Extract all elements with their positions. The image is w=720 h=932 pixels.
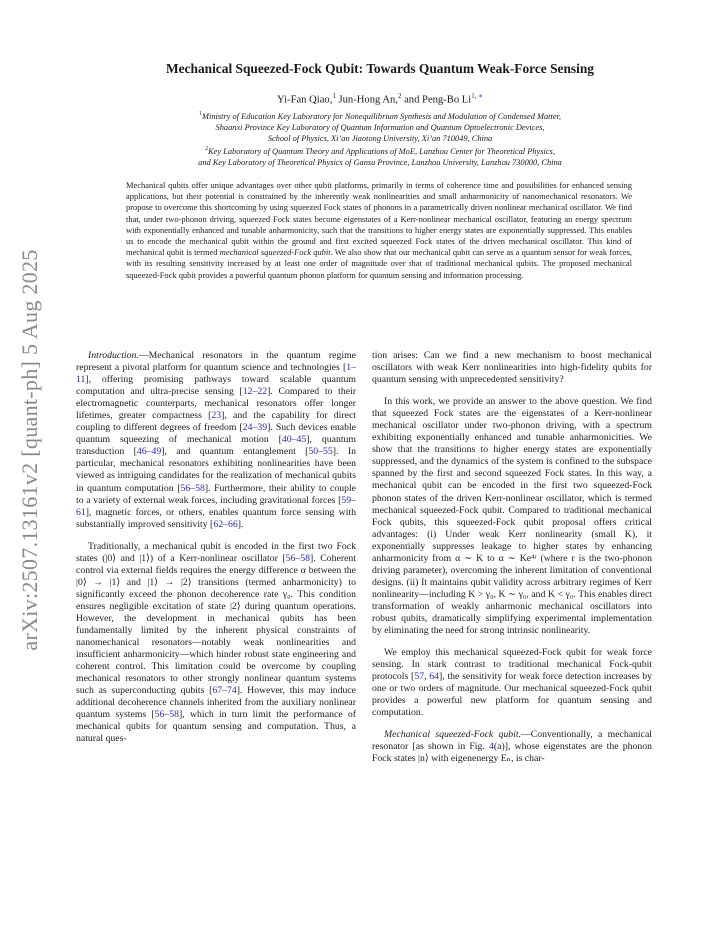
citation-link[interactable]: 12–22 (242, 386, 268, 398)
citation-link[interactable]: 62–66 (213, 518, 238, 530)
paragraph: Traditionally, a mechanical qubit is encoded in the first two Fock states (|0⟩ and |1⟩) of a Kerr-nonlinear oscillator [56–58]. Coherent control via external fields requires the energy difference α between the |0⟩ → |1⟩ and |1⟩ → |2⟩ transitions (termed anharmonicity) to significantly exceed the phonon decoherence rate γ₀. This condition ensures negligible excitation of state |2⟩ during quantum operations. However, the development in mechanical qubits has been fundamentally limited by the inherent physical constraints of nanomechanical resonators—notably weak nonlinearities and insufficient anharmonicity—which hinder robust state engineering and coherent control. This limitation could be overcome by coupling mechanical resonators to other strongly nonlinear quantum systems such as superconducting qubits [67–74]. However, this may induce additional decoherence channels inherited from the auxiliary nonlinear quantum systems [56–58], which in turn limit the performance of mechanical qubits for quantum sensing and computation. Thus, a natural ques- (76, 540, 357, 745)
citation-link[interactable]: 56–58 (180, 482, 205, 494)
author-2: Jun-Hong An, (335, 94, 398, 106)
figure-link[interactable]: 4 (489, 741, 494, 753)
paragraph: tion arises: Can we find a new mechanism to boost mechanical oscillators with weak Kerr nonlinearities into high-fidelity qubits for quantum sensing with unprecedented sensitivity? (372, 350, 652, 386)
left-column (76, 350, 356, 746)
author-2-affil: 2 (397, 92, 402, 100)
affiliation-line: $^1$Ministry of Education Key Laboratory for Nonequilibrium Synthesis and Modulation of Condensed Matter, (199, 111, 561, 121)
citation-link[interactable]: 67–74 (212, 685, 237, 697)
citation-link[interactable]: 46–49 (136, 446, 162, 458)
citation-link[interactable]: 64 (429, 671, 440, 683)
arxiv-id-text: arXiv:2507.13161v2 [quant-ph] 5 Aug 2025 (17, 249, 42, 651)
author-1-affil: 1 (332, 92, 336, 100)
citation-link[interactable]: 50–55 (308, 446, 333, 458)
author-3-affil[interactable]: 1, ∗ (471, 92, 483, 100)
citation-link[interactable]: 59–61 (76, 494, 356, 518)
paragraph: Mechanical squeezed-Fock qubit.—Conventionally, a mechanical resonator [as shown in Fig. 4(a)], whose eigenstates are the phonon Fock states |n⟩ with eigenenergy Eₙ, is char- (372, 729, 653, 765)
paragraph: We employ this mechanical squeezed-Fock qubit for weak force sensing. In stark contrast to traditional mechanical Fock-qubit protocols [57, 64], the sensitivity for weak force detection increases by one or two orders of magnitude. Our mechanical squeezed-Fock qubit provides a powerful new platform for quantum sensing and computation. (372, 647, 652, 719)
affiliations (80, 109, 680, 169)
citation-link[interactable]: 23 (211, 410, 222, 422)
paragraph: In this work, we provide an answer to the above question. We find that squeezed Fock states are the eigenstates of a Kerr-nonlinear mechanical oscillator under two-phonon driving, with a spectrum exhibiting exponentially enhanced and tunable anharmonicities. We show that the transitions to higher energy states are exponentially suppressed, and the dynamics of the system is confined to the subspace spanned by the first and second squeezed Fock states. In this way, a mechanical qubit can be encoded in the first two squeezed-Fock phonon states of the driven Kerr-nonlinear oscillator, which is termed mechanical squeezed-Fock qubit. Compared to traditional mechanical Fock qubits, this squeezed-Fock qubit proposal offers critical advantages: (i) Under weak Kerr nonlinearity (small K), it exponentially suppresses leakage to higher states by enhancing anharmonicity from α ∼ K to α ∼ Ke⁴ʳ (where r is the two-phonon driving parameter), overcoming the inherent limitation of conventional designs. (ii) It maintains qubit validity across arbitrary regimes of Kerr nonlinearity—including K > γ₀, K ∼ γ₀, and K < γ₀. This enables direct transformation of weakly anharmonic mechanical oscillators into robust qubits, dramatically simplifying experimental implementation by eliminating the need for strong intrinsic nonlinearity. (372, 396, 652, 637)
affiliation-line: and Key Laboratory of Theoretical Physics of Gansu Province, Lanzhou University, Lanzhou 730000, China (198, 158, 562, 168)
section-heading-introduction: Introduction. (88, 350, 139, 361)
abstract: Mechanical qubits offer unique advantages over other qubit platforms, primarily in terms of coherence time and possibilities for enhanced sensing applications, but their potential is constrained by the inherently weak nonlinearities and small anharmonicity of nanomechanical resonators. We propose to overcome this shortcoming by using squeezed Fock states of phonons in a parametrically driven nonlinear mechanical oscillator. We find that, under two-phonon driving, squeezed Fock states become eigenstates of a Kerr-nonlinear mechanical oscillator, featuring an energy spectrum with exponentially enhanced and tunable anharmonicity, such that the transitions to higher energy states are exponentially suppressed. This enables us to encode the mechanical qubit within the ground and first excited squeezed Fock states of the driven mechanical oscillator. This kind of mechanical qubit is termed mechanical squeezed-Fock qubit. We also show that our mechanical qubit can serve as a quantum sensor for weak forces, with its resulting sensitivity increased by at least one order of magnitude over that of traditional mechanical qubits. The proposed mechanical squeezed-Fock qubit provides a powerful quantum phonon platform for quantum sensing and information processing. (126, 180, 632, 280)
author-1: Yi-Fan Qiao, (277, 94, 333, 106)
citation-link[interactable]: 40–45 (281, 434, 307, 446)
citation-link[interactable]: 24–39 (242, 422, 268, 434)
citation-link[interactable]: 56–58 (154, 709, 180, 721)
qubit-term: mechanical squeezed-Fock qubit (219, 247, 331, 258)
affiliation-line: School of Physics, Xi’an Jiaotong University, Xi’an 710049, China (267, 134, 493, 144)
affiliation-line: Shaanxi Province Key Laboratory of Quantum Information and Quantum Optoelectronic Devices, (215, 123, 545, 132)
author-list (80, 92, 680, 106)
arxiv-identifier-stamp (10, 220, 50, 680)
author-3: and Peng-Bo Li (401, 94, 472, 106)
citation-link[interactable]: 56–58 (285, 552, 310, 564)
right-column (372, 350, 652, 766)
paragraph: Introduction.—Mechanical resonators in the quantum regime represent a pivotal platform for quantum science and technologies [1–11], offering promising pathways toward scalable quantum computation and ultra-precise sensing [12–22]. Compared to their electromagnetic counterparts, mechanical resonators offer longer lifetimes, greater compactness [23], and the capability for direct coupling to different degrees of freedom [24–39]. Such devices enable quantum squeezing of mechanical motion [40–45], quantum transduction [46–49], and quantum entanglement [50–55]. In particular, mechanical resonators exhibiting nonlinearities have been viewed as intriguing candidates for the realization of mechanical qubits in quantum computation [56–58]. Furthermore, their ability to couple to a variety of external weak forces, including gravitational forces [59–61], magnetic forces, or others, enables quantum force sensing with substantially improved sensitivity [62–66]. (76, 350, 356, 530)
paper-title: Mechanical Squeezed-Fock Qubit: Towards Quantum Weak-Force Sensing (165, 61, 595, 76)
section-heading-squeezed-fock: Mechanical squeezed-Fock qubit. (384, 729, 522, 741)
citation-link[interactable]: 1–11 (76, 362, 356, 386)
affiliation-line: $^2$Key Laboratory of Quantum Theory and Applications of MoE, Lanzhou Center for Theoretical Physics, (205, 146, 555, 157)
citation-link[interactable]: 57 (414, 671, 425, 683)
